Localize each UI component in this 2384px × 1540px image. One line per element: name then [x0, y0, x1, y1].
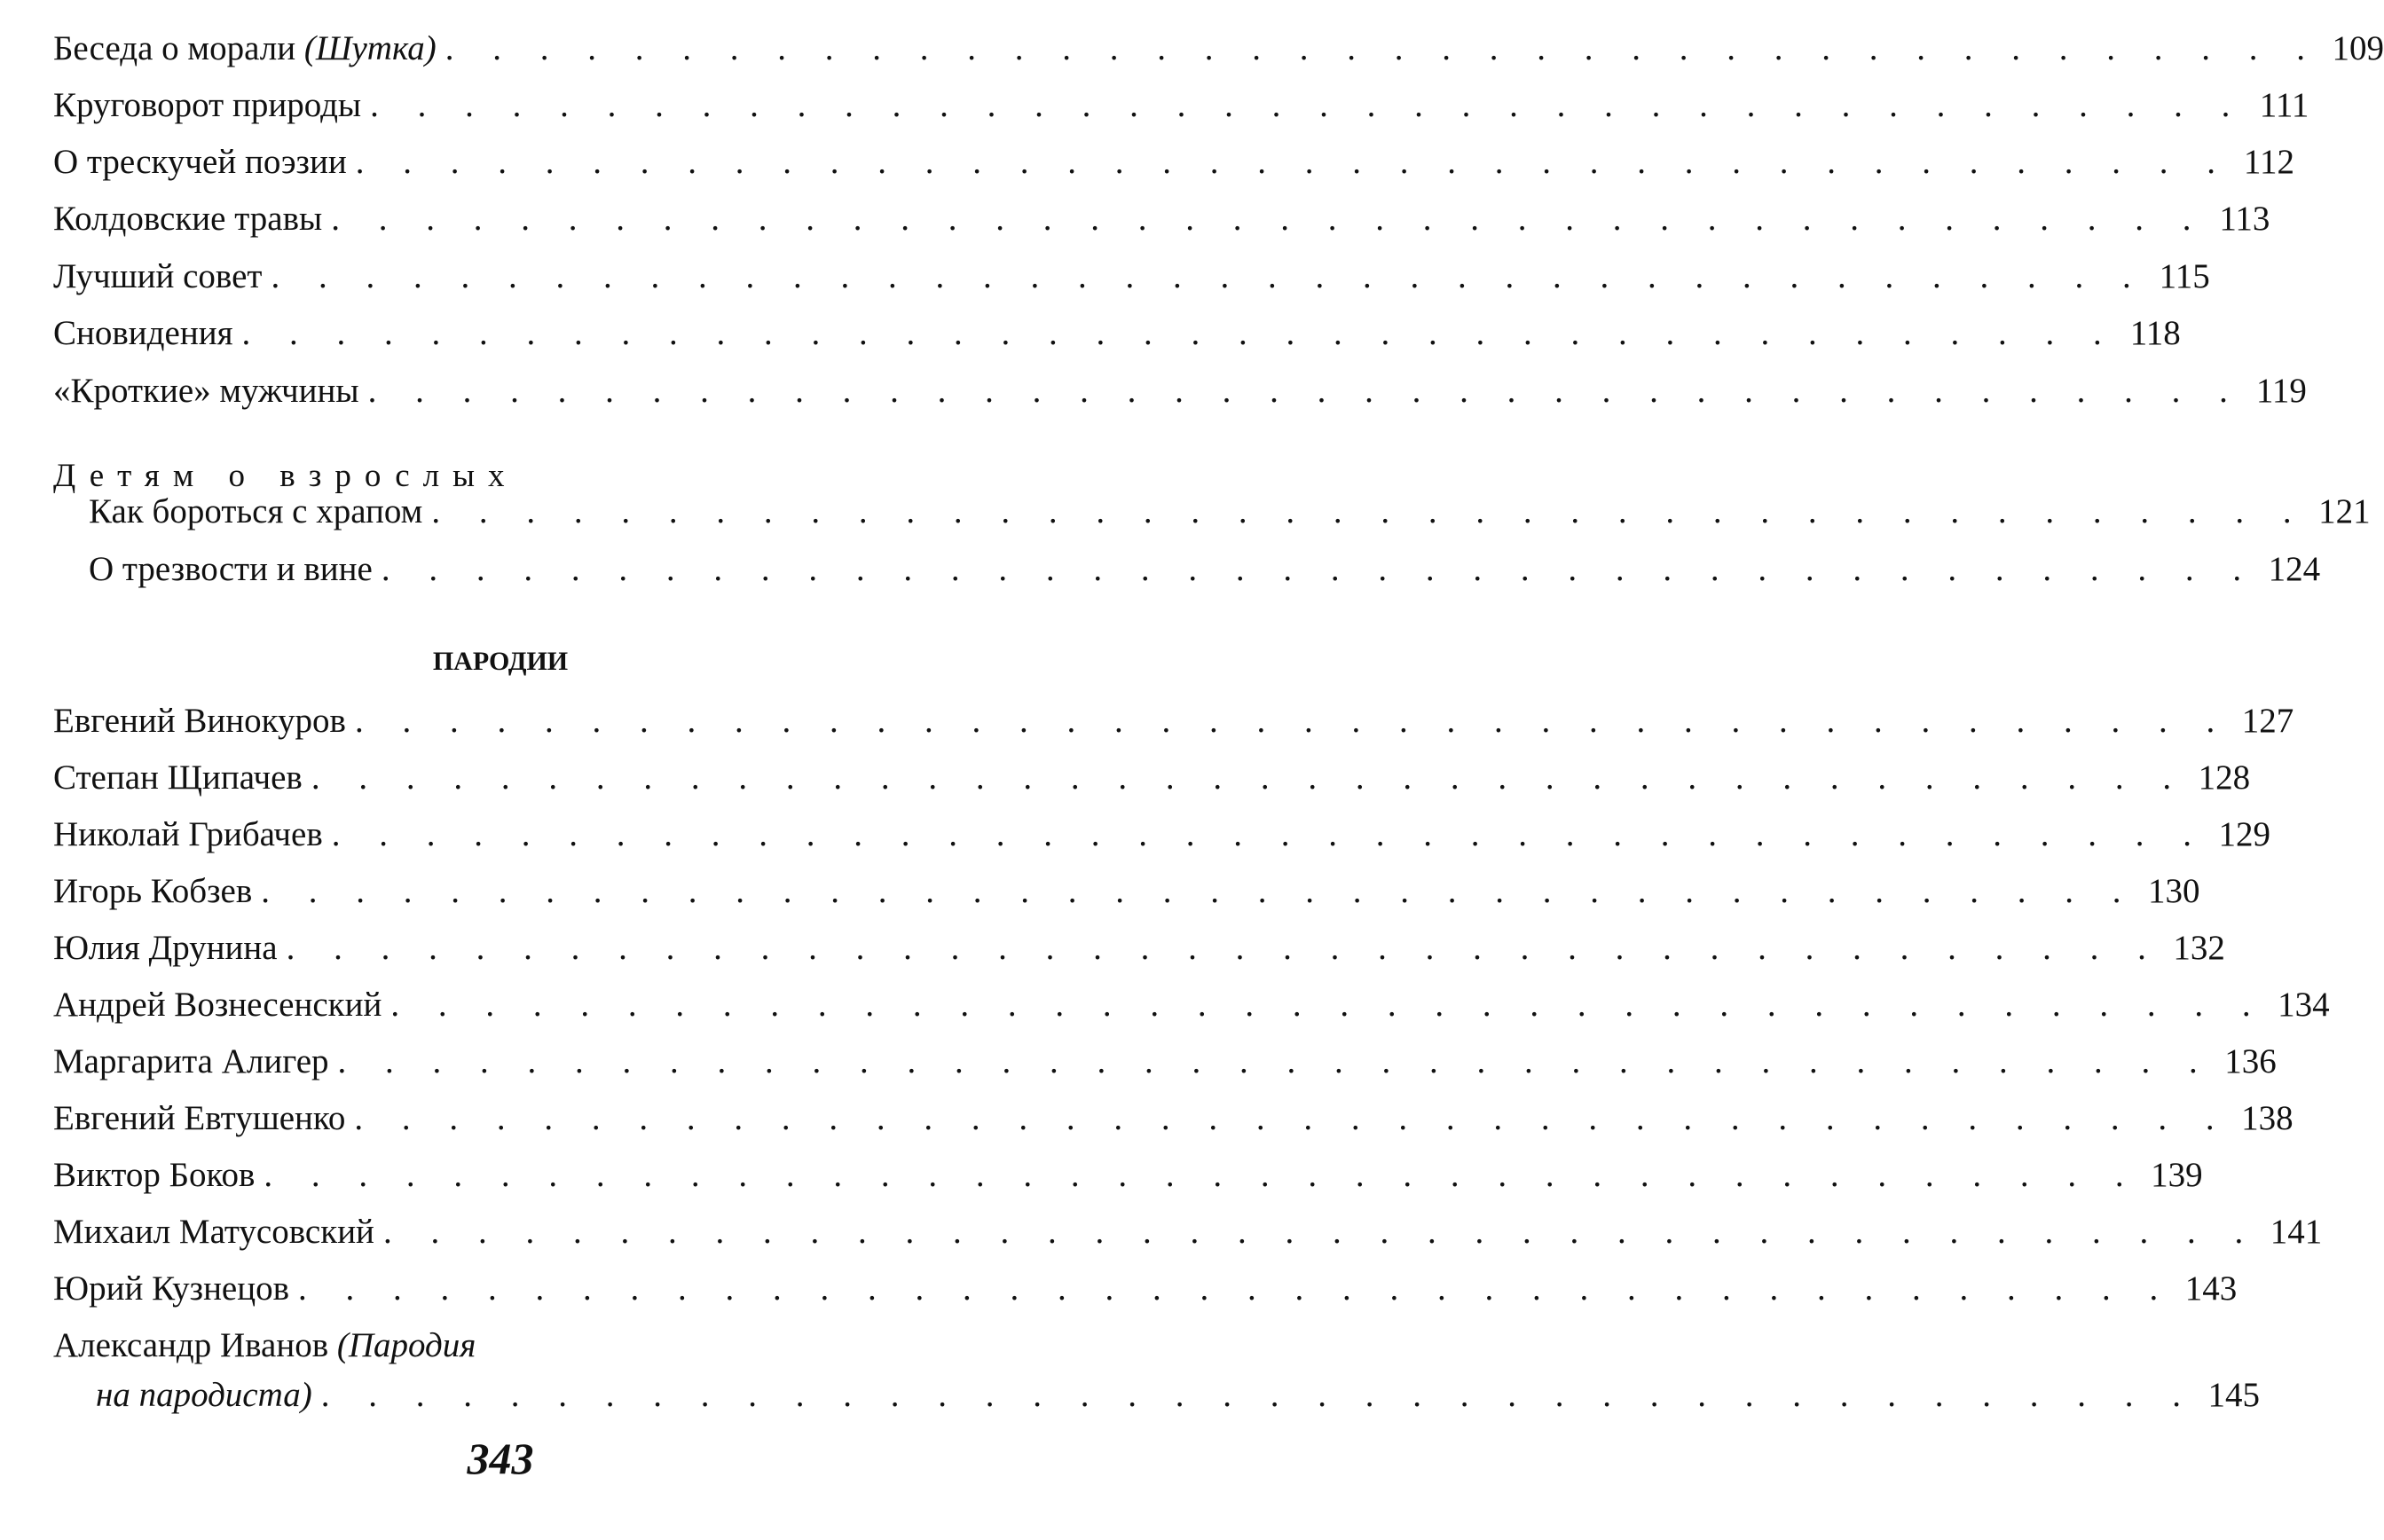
toc-entry	[53, 1210, 2323, 1254]
toc-leader-dots: . . . . . . . . . . . . . . . . . . . . . . . . . . . . . . . . . . . . . . . .	[390, 986, 2266, 1024]
subsection-heading: Детям о взрослых	[53, 458, 518, 494]
toc-entry-title: Михаил Матусовский	[53, 1213, 374, 1251]
toc-entry-page: 141	[2270, 1213, 2323, 1251]
toc-entry	[89, 490, 2371, 534]
toc-entry-page: 132	[2173, 929, 2225, 967]
toc-entry	[53, 197, 2270, 241]
toc-leader-dots: . . . . . . . . . . . . . . . . . . . . . . . . . . . . . . . . . . . . . . . .	[445, 29, 2320, 67]
toc-entry-page: 145	[2207, 1376, 2260, 1414]
toc-entry-title: Евгений Евтушенко	[53, 1099, 346, 1137]
toc-entry-page: 129	[2218, 815, 2271, 853]
toc-entry	[53, 255, 2210, 299]
toc-entry-page: 136	[2224, 1042, 2277, 1080]
toc-entry-page: 128	[2198, 758, 2251, 797]
toc-entry	[53, 369, 2307, 413]
toc-entry-page: 115	[2159, 257, 2210, 295]
toc-entry-page: 134	[2278, 986, 2330, 1024]
toc-entry-page: 119	[2255, 372, 2307, 410]
toc-entry-page: 124	[2268, 550, 2321, 588]
toc-leader-dots: . . . . . . . . . . . . . . . . . . . . . . . . . . . . . . . . . . . . . . . .	[320, 1376, 2196, 1414]
toc-leader-dots: . . . . . . . . . . . . . . . . . . . . . . . . . . . . . . . . . . . . . . . .	[261, 872, 2136, 910]
toc-entry	[53, 83, 2309, 128]
toc-entry-title: Юлия Друнина	[53, 929, 278, 967]
section-title: ПАРОДИИ	[432, 647, 569, 676]
toc-entry-title: Сновидения	[53, 314, 233, 352]
toc-entry	[53, 869, 2200, 914]
toc-entry-title: Андрей Вознесенский	[53, 986, 382, 1024]
toc-entry-title: Игорь Кобзев	[53, 872, 253, 910]
toc-entry	[53, 1040, 2277, 1084]
toc-leader-dots: . . . . . . . . . . . . . . . . . . . . . . . . . . . . . . . . . . . . . . . .	[370, 86, 2246, 124]
toc-leader-dots: . . . . . . . . . . . . . . . . . . . . . . . . . . . . . . . . . . . . . . . .	[298, 1269, 2174, 1308]
toc-entry-title: О трескучей поэзии	[53, 143, 347, 181]
toc-entry-page: 143	[2184, 1269, 2238, 1308]
toc-leader-dots: . . . . . . . . . . . . . . . . . . . . . . . . . . . . . . . . . . . . . . . .	[367, 372, 2243, 410]
page-number: 343	[467, 1434, 534, 1483]
toc-entry-title: Маргарита Алигер	[53, 1042, 329, 1080]
toc-entry-title: Александр Иванов (Пародия	[53, 1326, 476, 1364]
toc-entry-title: Лучший совет	[53, 257, 263, 295]
toc-entry-title: О трезвости и вине	[89, 550, 373, 588]
toc-entry-page: 113	[2219, 200, 2270, 238]
toc-leader-dots: . . . . . . . . . . . . . . . . . . . . . . . . . . . . . . . . . . . . . . . .	[264, 1156, 2139, 1194]
toc-entry	[89, 547, 2321, 592]
toc-leader-dots: . . . . . . . . . . . . . . . . . . . . . . . . . . . . . . . . . . . . . . . .	[354, 702, 2231, 740]
toc-entry-title: Круговорот природы	[53, 86, 362, 124]
toc-entry	[53, 140, 2294, 185]
toc-entry	[53, 1096, 2294, 1141]
toc-leader-dots: . . . . . . . . . . . . . . . . . . . . . . . . . . . . . . . . . . . . . . . .	[381, 550, 2257, 588]
toc-entry-title: Колдовские травы	[53, 200, 323, 238]
toc-entry-title-continuation: на пародиста)	[96, 1376, 312, 1414]
toc-entry-title: «Кроткие» мужчины	[53, 372, 359, 410]
toc-entry	[53, 27, 2384, 71]
toc-entry	[53, 1267, 2238, 1311]
toc-entry-page: 109	[2332, 29, 2384, 67]
toc-entry	[53, 813, 2271, 857]
toc-leader-dots: . . . . . . . . . . . . . . . . . . . . . . . . . . . . . . . . . . . . . . . .	[331, 815, 2207, 853]
toc-leader-dots: . . . . . . . . . . . . . . . . . . . . . . . . . . . . . . . . . . . . . . . .	[355, 143, 2231, 181]
toc-entry-page: 111	[2259, 86, 2309, 124]
toc-entry-page: 121	[2318, 492, 2371, 530]
toc-entry	[53, 1153, 2203, 1198]
toc-entry-page: 118	[2129, 314, 2181, 352]
toc-entry-page: 139	[2151, 1156, 2203, 1194]
toc-leader-dots: . . . . . . . . . . . . . . . . . . . . . . . . . . . . . . . . . . . . . . . .	[337, 1042, 2213, 1080]
toc-entry	[53, 983, 2330, 1027]
toc-entry-title: Беседа о морали (Шутка)	[53, 29, 437, 67]
toc-entry-page: 127	[2241, 702, 2294, 740]
toc-entry	[53, 311, 2181, 356]
toc-entry-title: Виктор Боков	[53, 1156, 256, 1194]
toc-entry-title: Как бороться с храпом	[89, 492, 423, 530]
toc-entry	[53, 756, 2251, 800]
toc-leader-dots: . . . . . . . . . . . . . . . . . . . . . . . . . . . . . . . . . . . . . . . .	[271, 257, 2146, 295]
toc-entry-title: Николай Грибачев	[53, 815, 323, 853]
toc-entry-title: Степан Щипачев	[53, 758, 303, 797]
toc-entry-page: 138	[2241, 1099, 2294, 1137]
toc-entry	[53, 699, 2294, 743]
toc-entry-page: 130	[2148, 872, 2200, 910]
toc-entry-page: 112	[2243, 143, 2294, 181]
toc-leader-dots: . . . . . . . . . . . . . . . . . . . . . . . . . . . . . . . . . . . . . . . .	[241, 314, 2117, 352]
toc-leader-dots: . . . . . . . . . . . . . . . . . . . . . . . . . . . . . . . . . . . . . . . .	[354, 1099, 2230, 1137]
toc-entry-title: Юрий Кузнецов	[53, 1269, 290, 1308]
toc-entry	[96, 1373, 2260, 1418]
toc-entry	[53, 926, 2225, 970]
toc-leader-dots: . . . . . . . . . . . . . . . . . . . . . . . . . . . . . . . . . . . . . . . .	[311, 758, 2187, 797]
toc-leader-dots: . . . . . . . . . . . . . . . . . . . . . . . . . . . . . . . . . . . . . . . .	[286, 929, 2161, 967]
toc-leader-dots: . . . . . . . . . . . . . . . . . . . . . . . . . . . . . . . . . . . . . . . .	[382, 1213, 2259, 1251]
toc-leader-dots: . . . . . . . . . . . . . . . . . . . . . . . . . . . . . . . . . . . . . . . .	[331, 200, 2207, 238]
toc-leader-dots: . . . . . . . . . . . . . . . . . . . . . . . . . . . . . . . . . . . . . . . .	[431, 492, 2307, 530]
toc-entry-title: Евгений Винокуров	[53, 702, 346, 740]
